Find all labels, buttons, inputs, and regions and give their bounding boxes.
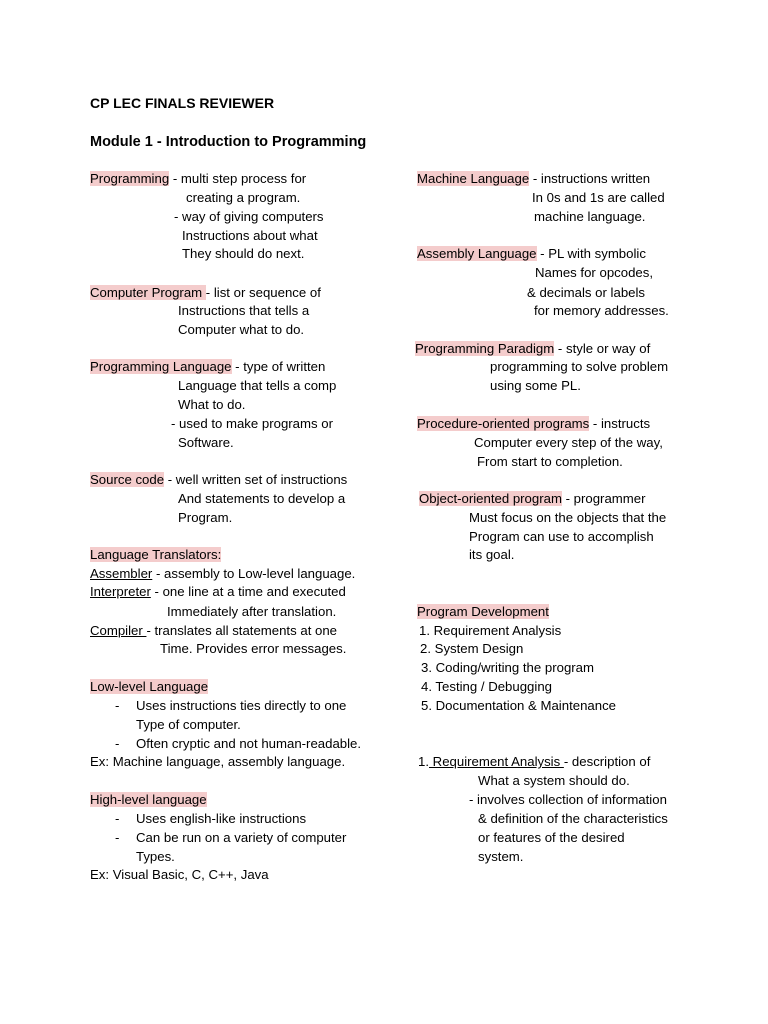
programming-language-def-line-2: Language that tells a comp	[178, 378, 337, 393]
requirement-analysis-definition	[418, 754, 650, 770]
assembler-definition	[90, 566, 355, 582]
programming-paradigm-definition	[415, 341, 650, 357]
term-assembler: Assembler	[90, 566, 153, 581]
low-level-example: Ex: Machine language, assembly language.	[90, 754, 346, 769]
assembly-language-definition	[417, 246, 646, 262]
object-oriented-def-line-2: Must focus on the objects that the	[469, 510, 667, 525]
machine-language-definition	[417, 171, 650, 187]
object-oriented-definition	[419, 491, 645, 507]
object-oriented-def-line-4: its goal.	[469, 547, 515, 562]
language-translators-heading	[90, 547, 221, 563]
assembly-language-def-line-2: Names for opcodes,	[535, 265, 654, 280]
object-oriented-def-line-3: Program can use to accomplish	[469, 529, 654, 544]
computer-program-definition	[90, 285, 321, 301]
assembler-def-line-1: - assembly to Low-level language.	[152, 566, 356, 581]
source-code-def-line-2: And statements to develop a	[178, 491, 346, 506]
high-level-bullet-2: Can be run on a variety of computer	[136, 830, 347, 845]
programming-language-definition	[90, 359, 325, 375]
programming-language-def-line-3: What to do.	[178, 397, 246, 412]
program-development-step-3: 3. Coding/writing the program	[421, 660, 594, 675]
term-language-translators: Language Translators:	[90, 547, 222, 562]
interpreter-definition	[90, 584, 346, 600]
program-development-step-4: 4. Testing / Debugging	[421, 679, 552, 694]
computer-program-def-line-3: Computer what to do.	[178, 322, 305, 337]
interpreter-def-line-2: Immediately after translation.	[167, 604, 337, 619]
term-programming-paradigm: Programming Paradigm	[415, 341, 555, 356]
program-development-step-1: 1. Requirement Analysis	[419, 623, 562, 638]
bullet-dash: -	[115, 698, 120, 713]
document-title: CP LEC FINALS REVIEWER	[90, 95, 275, 111]
object-oriented-def-line-1: - programmer	[561, 491, 646, 506]
programming-def-line-2: creating a program.	[186, 190, 301, 205]
compiler-def-line-1: - translates all statements at one	[146, 623, 338, 638]
term-high-level-language: High-level language	[90, 792, 207, 807]
low-level-bullet-2: Often cryptic and not human-readable.	[136, 736, 362, 751]
term-low-level-language: Low-level Language	[90, 679, 209, 694]
procedure-oriented-def-line-1: - instructs	[589, 416, 651, 431]
compiler-def-line-2: Time. Provides error messages.	[160, 641, 347, 656]
bullet-dash: -	[115, 736, 120, 751]
term-compiler: Compiler	[90, 623, 147, 638]
term-assembly-language: Assembly Language	[417, 246, 537, 261]
term-program-development: Program Development	[417, 604, 549, 619]
programming-def-line-4: Instructions about what	[182, 228, 318, 243]
programming-language-def-line-1: - type of written	[231, 359, 326, 374]
source-code-def-line-3: Program.	[178, 510, 233, 525]
assembly-language-def-line-3: & decimals or labels	[527, 285, 646, 300]
requirement-analysis-def-line-2: What a system should do.	[478, 773, 630, 788]
procedure-oriented-def-line-2: Computer every step of the way,	[474, 435, 663, 450]
term-procedure-oriented-programs: Procedure-oriented programs	[417, 416, 590, 431]
bullet-dash: -	[115, 830, 120, 845]
requirement-analysis-number: 1.	[418, 754, 429, 769]
machine-language-def-line-3: machine language.	[534, 209, 646, 224]
bullet-dash: -	[115, 811, 120, 826]
requirement-analysis-def-line-6: system.	[478, 849, 524, 864]
term-programming-language: Programming Language	[90, 359, 232, 374]
low-level-language-heading	[90, 679, 208, 695]
term-interpreter: Interpreter	[90, 584, 151, 599]
assembly-language-def-line-1: - PL with symbolic	[536, 246, 646, 261]
program-development-step-5: 5. Documentation & Maintenance	[421, 698, 616, 713]
low-level-bullet-1-cont: Type of computer.	[136, 717, 241, 732]
programming-paradigm-def-line-1: - style or way of	[554, 341, 651, 356]
programming-def-line-1: - multi step process for	[169, 171, 307, 186]
programming-language-def-line-4: - used to make programs or	[171, 416, 333, 431]
requirement-analysis-def-line-4: & definition of the characteristics	[478, 811, 668, 826]
high-level-bullet-2-cont: Types.	[136, 849, 175, 864]
programming-definition	[90, 171, 306, 187]
programming-def-line-3: - way of giving computers	[174, 209, 324, 224]
compiler-definition	[90, 623, 337, 639]
interpreter-def-line-1: - one line at a time and executed	[150, 584, 346, 599]
requirement-analysis-def-line-5: or features of the desired	[478, 830, 625, 845]
programming-def-line-5: They should do next.	[182, 246, 305, 261]
high-level-bullet-1: Uses english-like instructions	[136, 811, 307, 826]
module-title: Module 1 - Introduction to Programming	[90, 134, 367, 150]
requirement-analysis-def-line-3: - involves collection of information	[469, 792, 667, 807]
computer-program-def-line-1: - list or sequence of	[205, 285, 321, 300]
assembly-language-def-line-4: for memory addresses.	[534, 303, 669, 318]
term-source-code: Source code	[90, 472, 165, 487]
computer-program-def-line-2: Instructions that tells a	[178, 303, 310, 318]
source-code-def-line-1: - well written set of instructions	[164, 472, 348, 487]
procedure-oriented-definition	[417, 416, 650, 432]
low-level-bullet-1: Uses instructions ties directly to one	[136, 698, 347, 713]
high-level-example: Ex: Visual Basic, C, C++, Java	[90, 867, 269, 882]
term-requirement-analysis: Requirement Analysis	[429, 754, 564, 769]
procedure-oriented-def-line-3: From start to completion.	[477, 454, 623, 469]
machine-language-def-line-2: In 0s and 1s are called	[532, 190, 665, 205]
source-code-definition	[90, 472, 347, 488]
term-computer-program: Computer Program	[90, 285, 206, 300]
term-object-oriented-program: Object-oriented program	[419, 491, 562, 506]
program-development-heading	[417, 604, 549, 620]
programming-paradigm-def-line-3: using some PL.	[490, 378, 581, 393]
programming-language-def-line-5: Software.	[178, 435, 234, 450]
program-development-step-2: 2. System Design	[420, 641, 524, 656]
machine-language-def-line-1: - instructions written	[529, 171, 651, 186]
programming-paradigm-def-line-2: programming to solve problem	[490, 359, 669, 374]
term-machine-language: Machine Language	[417, 171, 530, 186]
high-level-language-heading	[90, 792, 207, 808]
term-programming: Programming	[90, 171, 170, 186]
requirement-analysis-def-line-1: - description of	[563, 754, 651, 769]
